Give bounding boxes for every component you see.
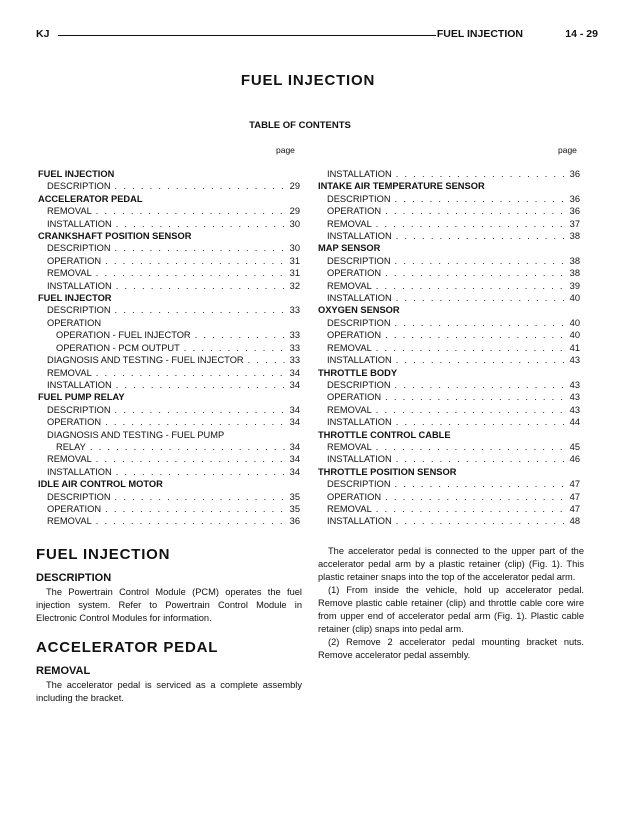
toc-dot-leader (116, 379, 288, 391)
section-heading-fuel-injection: FUEL INJECTION (36, 546, 171, 563)
toc-section-heading (318, 367, 580, 379)
toc-entry-page: 31 (289, 268, 300, 279)
toc-entry-label: INSTALLATION (327, 293, 392, 304)
toc-entry-label: INSTALLATION (327, 516, 392, 527)
toc-section-heading (318, 304, 580, 316)
toc-entry (318, 292, 580, 304)
toc-entry-page: 36 (289, 516, 300, 527)
toc-entry (318, 317, 580, 329)
toc-entry (38, 404, 300, 416)
toc-entry-page: 35 (289, 491, 300, 502)
subheading-removal: REMOVAL (36, 665, 91, 677)
toc-entry (318, 416, 580, 428)
toc-entry-page: 41 (569, 342, 580, 353)
toc-dot-leader (116, 280, 288, 292)
toc-dot-leader (376, 280, 568, 292)
toc-dot-leader (395, 193, 568, 205)
toc-dot-leader (395, 379, 568, 391)
toc-dot-leader (395, 255, 568, 267)
toc-entry-page: 47 (569, 503, 580, 514)
toc-entry-label: OPERATION (47, 503, 102, 514)
toc-entry (318, 354, 580, 366)
toc-dot-leader (396, 354, 568, 366)
toc-entry-page: 30 (289, 243, 300, 254)
toc-entry-label: OPERATION (47, 417, 102, 428)
toc-entry (38, 317, 300, 329)
toc-entry (38, 416, 300, 428)
toc-entry (38, 429, 300, 441)
toc-section-heading (318, 429, 580, 441)
toc-entry (318, 280, 580, 292)
toc-entry-page: 33 (289, 342, 300, 353)
toc-dot-leader (115, 180, 288, 192)
toc-dot-leader (376, 503, 568, 515)
toc-dot-leader (105, 255, 288, 267)
toc-entry-page: 47 (569, 491, 580, 502)
toc-entry (38, 453, 300, 465)
toc-entry-label: OPERATION - FUEL INJECTOR (56, 330, 191, 341)
toc-dot-leader (376, 218, 568, 230)
body-paragraph: (2) Remove 2 accelerator pedal mounting bracket nuts. Remove accelerator pedal assembly. (318, 637, 584, 660)
toc-dot-leader (385, 391, 568, 403)
toc-dot-leader (184, 342, 288, 354)
toc-entry (38, 354, 300, 366)
toc-entry-page: 34 (289, 379, 300, 390)
toc-entry-page: 43 (569, 355, 580, 366)
toc-entry-page: 35 (289, 503, 300, 514)
toc-dot-leader (385, 267, 568, 279)
toc-entry (38, 205, 300, 217)
toc-entry-label: FUEL INJECTOR (38, 293, 112, 304)
header-section-title: FUEL INJECTION (436, 28, 523, 40)
toc-entry-label: REMOVAL (327, 280, 372, 291)
toc-entry-label: DESCRIPTION (327, 255, 391, 266)
toc-entry-label: INSTALLATION (47, 379, 112, 390)
toc-entry-label: INSTALLATION (327, 454, 392, 465)
toc-entry-page: 43 (569, 404, 580, 415)
toc-entry-label: FUEL INJECTION (38, 169, 115, 179)
toc-dot-leader (90, 441, 288, 453)
toc-entry-label: REMOVAL (47, 206, 92, 217)
toc-entry-label: REMOVAL (327, 503, 372, 514)
toc-entry-label: MAP SENSOR (318, 243, 381, 254)
toc-dot-leader (396, 515, 568, 527)
toc-entry-page: 31 (289, 255, 300, 266)
toc-left-column (38, 168, 300, 528)
toc-entry-label: OPERATION (327, 392, 382, 403)
toc-entry-page: 36 (569, 193, 580, 204)
section-heading-accelerator-pedal: ACCELERATOR PEDAL (36, 639, 219, 656)
toc-entry-page: 38 (569, 268, 580, 279)
toc-entry (38, 242, 300, 254)
toc-title: TABLE OF CONTENTS (249, 120, 351, 131)
toc-entry-page: 39 (569, 280, 580, 291)
toc-entry (38, 342, 300, 354)
toc-dot-leader (195, 329, 288, 341)
toc-entry (38, 218, 300, 230)
toc-entry-label: OPERATION (327, 491, 382, 502)
toc-entry-label: INSTALLATION (327, 231, 392, 242)
toc-entry-label: REMOVAL (47, 367, 92, 378)
toc-dot-leader (96, 515, 288, 527)
toc-entry-page: 48 (569, 516, 580, 527)
toc-entry-page: 33 (289, 305, 300, 316)
toc-dot-leader (105, 416, 288, 428)
toc-entry-page: 36 (569, 206, 580, 217)
toc-entry-page: 34 (289, 417, 300, 428)
toc-dot-leader (396, 230, 568, 242)
toc-entry-label: REMOVAL (327, 342, 372, 353)
toc-entry-page: 36 (569, 169, 580, 179)
toc-entry-page: 33 (289, 355, 300, 366)
toc-entry (38, 267, 300, 279)
toc-entry (318, 218, 580, 230)
toc-entry-label: REMOVAL (47, 516, 92, 527)
toc-dot-leader (376, 404, 568, 416)
toc-entry-label: DIAGNOSIS AND TESTING - FUEL INJECTOR (47, 355, 244, 366)
toc-entry (318, 329, 580, 341)
toc-dot-leader (396, 416, 568, 428)
toc-section-heading (318, 180, 580, 192)
toc-dot-leader (115, 404, 288, 416)
toc-dot-leader (385, 491, 568, 503)
toc-entry-label: OPERATION (47, 317, 102, 328)
toc-entry-label: DESCRIPTION (327, 193, 391, 204)
toc-entry-page: 34 (289, 466, 300, 477)
toc-dot-leader (96, 205, 288, 217)
toc-entry-label: FUEL PUMP RELAY (38, 392, 125, 403)
toc-entry-label: OPERATION (327, 206, 382, 217)
removal-paragraph: The accelerator pedal is serviced as a complete assembly including the bracket. (36, 680, 302, 703)
toc-entry (38, 304, 300, 316)
toc-dot-leader (248, 354, 288, 366)
toc-entry-page: 47 (569, 479, 580, 490)
toc-entry (318, 478, 580, 490)
toc-entry-label: DESCRIPTION (47, 181, 111, 192)
toc-dot-leader (115, 304, 288, 316)
toc-entry (38, 255, 300, 267)
toc-entry-page: 44 (569, 417, 580, 428)
toc-entry-label: OPERATION (47, 255, 102, 266)
toc-entry-page: 38 (569, 231, 580, 242)
body-paragraph: (1) From inside the vehicle, hold up accelerator pedal. Remove plastic cable retainer (clip) and throttle cable core wire from upper end of accelerator pedal arm (Fig. 1). Plastic cable retainer (clip) snaps into pedal arm. (318, 585, 584, 634)
toc-right-column (318, 168, 580, 528)
toc-dot-leader (395, 317, 568, 329)
page-title: FUEL INJECTION (240, 72, 376, 89)
toc-entry-label: INSTALLATION (327, 417, 392, 428)
toc-entry-label: CRANKSHAFT POSITION SENSOR (38, 231, 192, 242)
toc-entry (318, 515, 580, 527)
body-paragraph: The accelerator pedal is connected to the upper part of the accelerator pedal arm by a plastic retainer (clip) (Fig. 1). This plastic retainer snaps into the top of the accelerator pedal arm. (318, 546, 584, 582)
toc-entry-page: 37 (569, 218, 580, 229)
toc-entry-page: 30 (289, 218, 300, 229)
toc-entry-label: INSTALLATION (47, 466, 112, 477)
toc-section-heading (38, 193, 300, 205)
toc-entry-label: REMOVAL (327, 218, 372, 229)
toc-entry-label: INSTALLATION (327, 169, 392, 179)
toc-entry-label: DIAGNOSIS AND TESTING - FUEL PUMP (47, 429, 225, 440)
header-model-code: KJ (36, 28, 50, 40)
toc-dot-leader (396, 453, 568, 465)
toc-entry (38, 180, 300, 192)
toc-entry-label: THROTTLE CONTROL CABLE (318, 429, 451, 440)
toc-entry (318, 453, 580, 465)
toc-entry (38, 466, 300, 478)
toc-entry (318, 205, 580, 217)
toc-dot-leader (396, 168, 568, 180)
toc-section-heading (38, 292, 300, 304)
toc-entry-label: REMOVAL (327, 404, 372, 415)
toc-entry-page: 34 (289, 454, 300, 465)
toc-entry-label: INSTALLATION (47, 218, 112, 229)
toc-entry-page: 29 (289, 181, 300, 192)
toc-dot-leader (96, 367, 288, 379)
toc-entry (38, 441, 300, 453)
toc-entry-page: 45 (569, 441, 580, 452)
toc-page-label-right: page (558, 145, 577, 155)
toc-entry (318, 441, 580, 453)
toc-dot-leader (96, 453, 288, 465)
description-paragraph: The Powertrain Control Module (PCM) operates the fuel injection system. Refer to Powertrain Control Module in Electronic Control Modules for information. (36, 587, 302, 623)
toc-entry-label: INSTALLATION (327, 355, 392, 366)
toc-entry (38, 515, 300, 527)
toc-entry-label: DESCRIPTION (47, 404, 111, 415)
toc-entry-label: REMOVAL (327, 441, 372, 452)
toc-entry (38, 379, 300, 391)
toc-entry (318, 267, 580, 279)
toc-entry-page: 43 (569, 392, 580, 403)
toc-entry (318, 391, 580, 403)
toc-entry-page: 34 (289, 441, 300, 452)
toc-entry (318, 193, 580, 205)
toc-section-heading (318, 242, 580, 254)
toc-entry-page: 32 (289, 280, 300, 291)
toc-entry-page: 34 (289, 404, 300, 415)
toc-entry-label: DESCRIPTION (327, 379, 391, 390)
toc-entry (318, 404, 580, 416)
toc-entry (38, 503, 300, 515)
toc-entry-page: 43 (569, 379, 580, 390)
toc-entry (318, 503, 580, 515)
toc-entry-label: ACCELERATOR PEDAL (38, 193, 143, 204)
toc-entry (318, 491, 580, 503)
toc-dot-leader (396, 292, 568, 304)
toc-dot-leader (395, 478, 568, 490)
toc-entry-label: OXYGEN SENSOR (318, 305, 400, 316)
toc-section-heading (38, 168, 300, 180)
toc-entry-label: REMOVAL (47, 268, 92, 279)
toc-dot-leader (116, 466, 288, 478)
toc-dot-leader (376, 342, 568, 354)
toc-dot-leader (115, 491, 288, 503)
toc-entry (38, 329, 300, 341)
toc-entry-label: RELAY (56, 441, 86, 452)
toc-entry (318, 342, 580, 354)
toc-entry-label: DESCRIPTION (327, 479, 391, 490)
toc-entry-label: INSTALLATION (47, 280, 112, 291)
header-page-number: 14 - 29 (565, 28, 598, 40)
subheading-description: DESCRIPTION (36, 572, 112, 584)
toc-dot-leader (116, 218, 288, 230)
toc-entry-label: INTAKE AIR TEMPERATURE SENSOR (318, 181, 485, 192)
toc-entry (38, 280, 300, 292)
toc-entry-page: 33 (289, 330, 300, 341)
toc-entry-label: DESCRIPTION (47, 491, 111, 502)
toc-entry-page: 40 (569, 317, 580, 328)
toc-entry-page: 38 (569, 255, 580, 266)
toc-entry (318, 168, 580, 180)
toc-dot-leader (385, 329, 568, 341)
toc-entry-label: IDLE AIR CONTROL MOTOR (38, 479, 163, 490)
toc-dot-leader (376, 441, 568, 453)
toc-entry-label: OPERATION - PCM OUTPUT (56, 342, 180, 353)
toc-section-heading (38, 230, 300, 242)
toc-page-label-left: page (276, 145, 295, 155)
page-header (36, 28, 598, 44)
toc-entry-page: 40 (569, 330, 580, 341)
toc-dot-leader (96, 267, 288, 279)
toc-entry-label: DESCRIPTION (47, 243, 111, 254)
toc-entry-label: DESCRIPTION (47, 305, 111, 316)
toc-dot-leader (105, 503, 288, 515)
body-right-column (318, 545, 584, 662)
toc-entry-page: 29 (289, 206, 300, 217)
toc-entry-label: DESCRIPTION (327, 317, 391, 328)
toc-entry (318, 255, 580, 267)
toc-entry-page: 40 (569, 293, 580, 304)
body-left-column (36, 546, 302, 705)
toc-dot-leader (385, 205, 568, 217)
toc-entry (318, 379, 580, 391)
toc-entry-page: 46 (569, 454, 580, 465)
toc-dot-leader (115, 242, 288, 254)
toc-section-heading (318, 466, 580, 478)
toc-section-heading (38, 478, 300, 490)
toc-entry-label: REMOVAL (47, 454, 92, 465)
toc-entry (318, 230, 580, 242)
toc-section-heading (38, 391, 300, 403)
header-rule (58, 35, 436, 36)
toc-entry-label: OPERATION (327, 268, 382, 279)
toc-entry-label: THROTTLE BODY (318, 367, 398, 378)
toc-entry (38, 367, 300, 379)
toc-entry (38, 491, 300, 503)
toc-entry-label: OPERATION (327, 330, 382, 341)
toc-entry-label: THROTTLE POSITION SENSOR (318, 466, 457, 477)
toc-entry-page: 34 (289, 367, 300, 378)
